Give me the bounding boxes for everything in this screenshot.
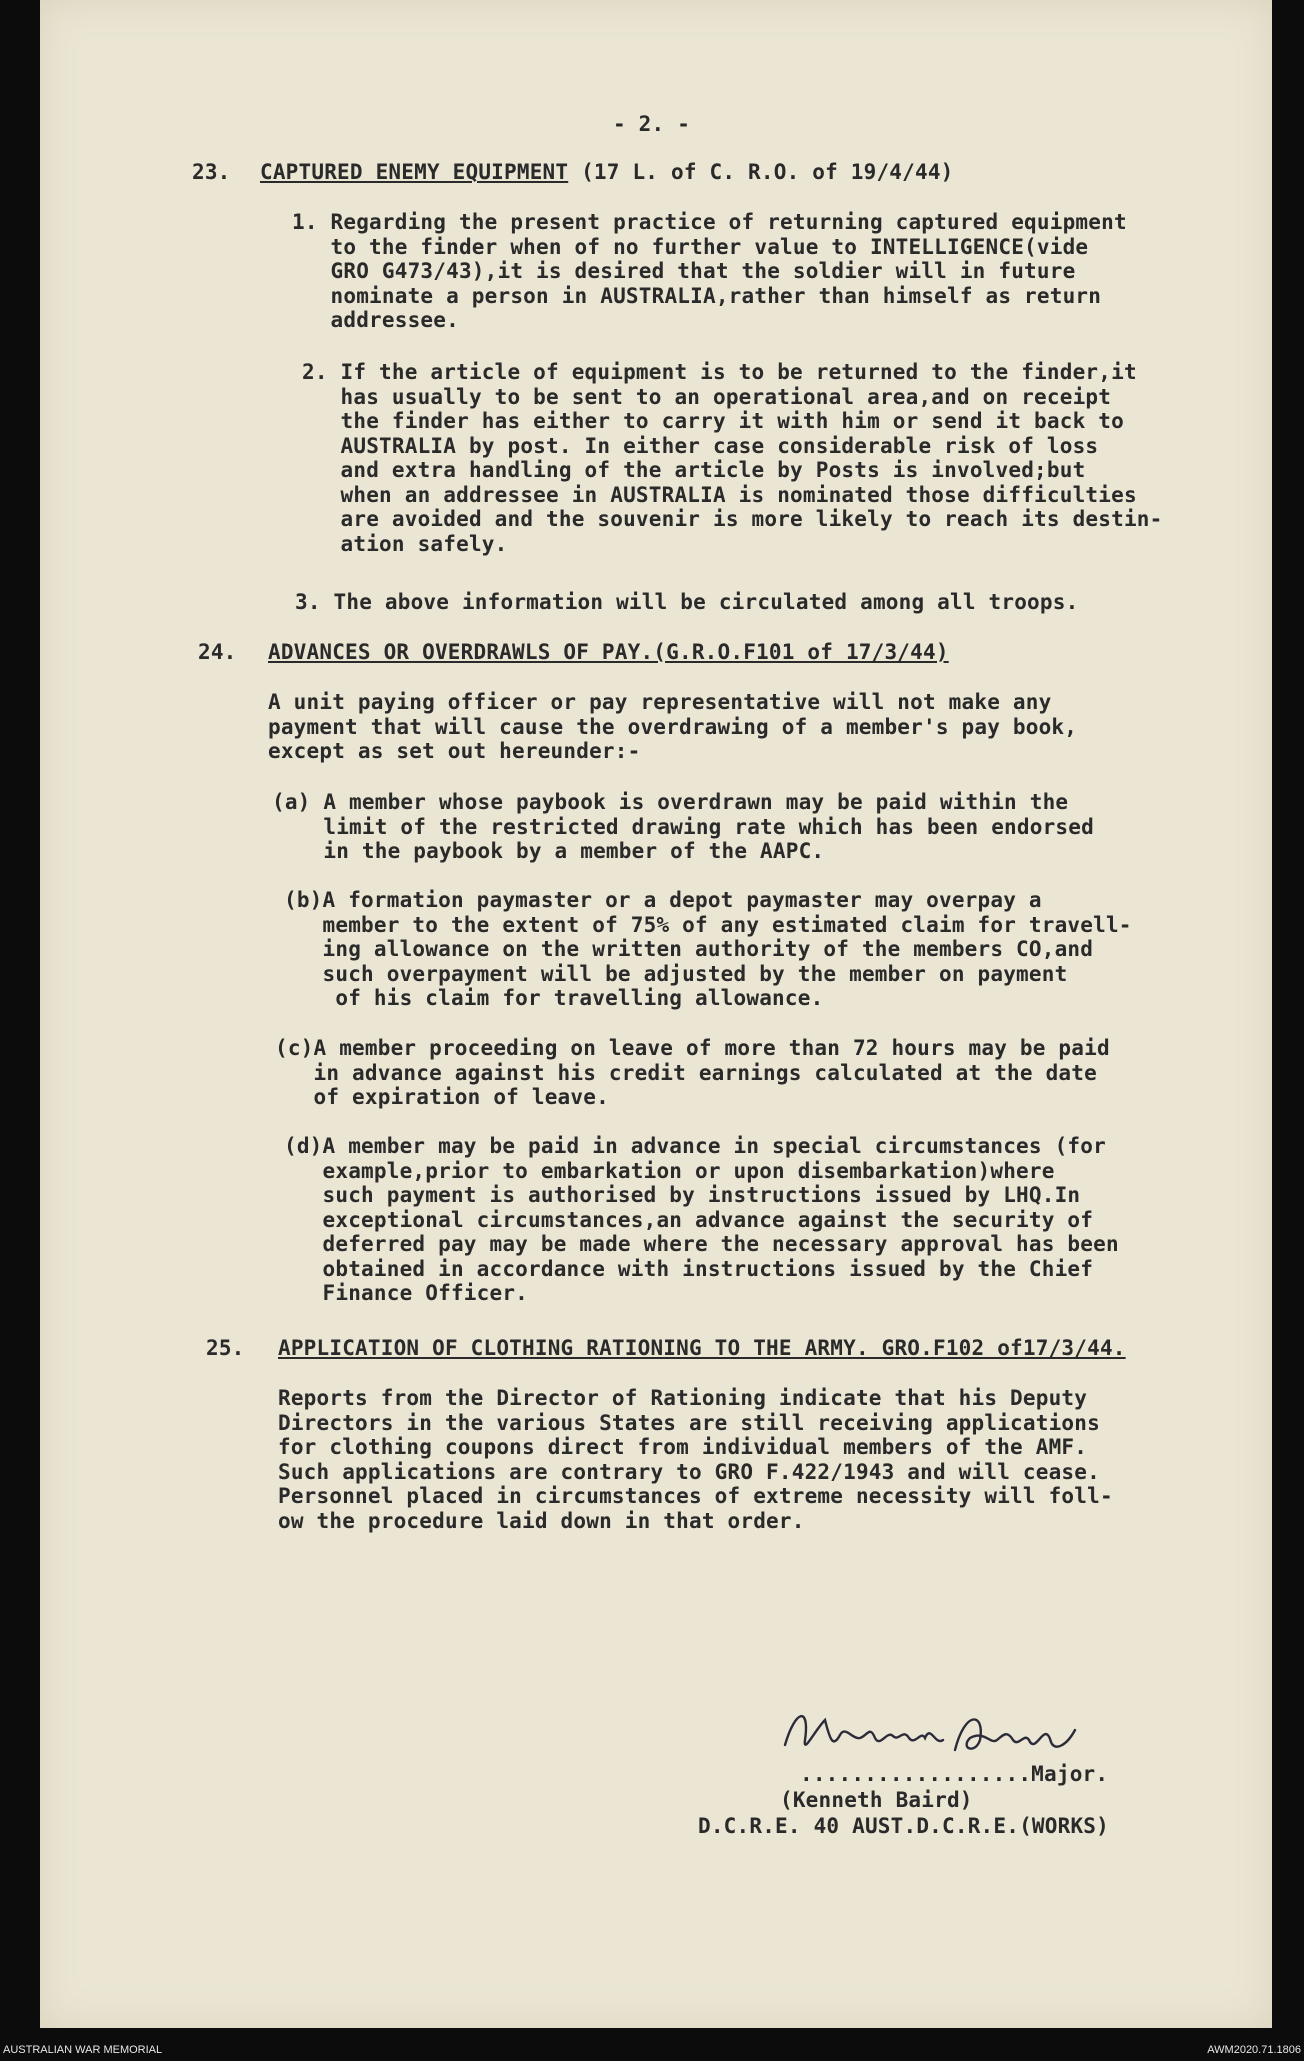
section-23-reference: (17 L. of C. R.O. of 19/4/44) bbox=[568, 160, 954, 184]
section-24-item-d: (d)A member may be paid in advance in special circumstances (for example,prior to embarkation or upon disembarkation)where such payment is authorised by instructions issued by LHQ.In exceptional circumstances,an advance against the security of deferred pay may be made where the necessary approval has been obtained in accordance with instructions issued by the Chief Finance Officer. bbox=[284, 1134, 1119, 1305]
section-23-para-1: 1. Regarding the present practice of returning captured equipment to the finder when of no further value to INTELLIGENCE(vide GRO G473/43),it is desired that the soldier will in future nominate a person in AUSTRALIA,rather than himself as return addressee. bbox=[292, 210, 1127, 332]
section-24-item-c: (c)A member proceeding on leave of more than 72 hours may be paid in advance against his credit earnings calculated at the date of expiration of leave. bbox=[275, 1036, 1110, 1109]
section-24-intro: A unit paying officer or pay representative will not make any payment that will cause the overdrawing of a member's pay book, except as set out hereunder:- bbox=[268, 690, 1078, 763]
section-24-number: 24. bbox=[198, 640, 237, 664]
section-24-item-a: (a) A member whose paybook is overdrawn may be paid within the limit of the restricted drawing rate which has been endorsed in the paybook by a member of the AAPC. bbox=[272, 790, 1094, 863]
section-23-number: 23. bbox=[192, 160, 231, 184]
section-23-para-2: 2. If the article of equipment is to be returned to the finder,it has usually to be sent to an operational area,and on receipt the finder has either to carry it with him or send it back to AUSTRALIA by post. In either case considerable risk of loss and extra handling of the article by Posts is involved;but when an addressee in AUSTRALIA is nominated those difficulties are avoided and the souvenir is more likely to reach its destin- ation safely. bbox=[302, 360, 1163, 556]
section-23-para-3: 3. The above information will be circulated among all troops. bbox=[295, 590, 1079, 614]
signature-dots-rank: ..................Major. bbox=[800, 1762, 1109, 1786]
footer-accession-number: AWM2020.71.1806 bbox=[1207, 2044, 1301, 2056]
section-25-intro: Reports from the Director of Rationing indicate that his Deputy Directors in the various States are still receiving applications for clothing coupons direct from individual members of the AMF. Such applications are contrary to GRO F.422/1943 and will cease. Personnel placed in circumstances of extreme necessity will foll- ow the procedure laid down in that order. bbox=[278, 1386, 1113, 1533]
signatory-name: (Kenneth Baird) bbox=[780, 1788, 973, 1812]
section-25-number: 25. bbox=[206, 1336, 245, 1360]
footer-archive-name: AUSTRALIAN WAR MEMORIAL bbox=[3, 2044, 163, 2056]
handwritten-signature bbox=[775, 1700, 1115, 1770]
signatory-title: D.C.R.E. 40 AUST.D.C.R.E.(WORKS) bbox=[698, 1814, 1109, 1838]
section-24-heading: ADVANCES OR OVERDRAWLS OF PAY.(G.R.O.F101 of 17/3/44) bbox=[268, 640, 949, 664]
section-23-header bbox=[260, 160, 954, 185]
section-23-heading: CAPTURED ENEMY EQUIPMENT bbox=[260, 160, 569, 184]
section-24-item-b: (b)A formation paymaster or a depot paymaster may overpay a member to the extent of 75% of any estimated claim for travell- ing allowance on the written authority of the members CO,and such overpayment will be adjusted by the member on payment of his claim for travelling allowance. bbox=[284, 888, 1132, 1010]
document-page bbox=[40, 0, 1272, 2028]
section-25-heading: APPLICATION OF CLOTHING RATIONING TO THE ARMY. GRO.F102 of17/3/44. bbox=[278, 1336, 1126, 1360]
page-number: - 2. - bbox=[613, 112, 691, 136]
